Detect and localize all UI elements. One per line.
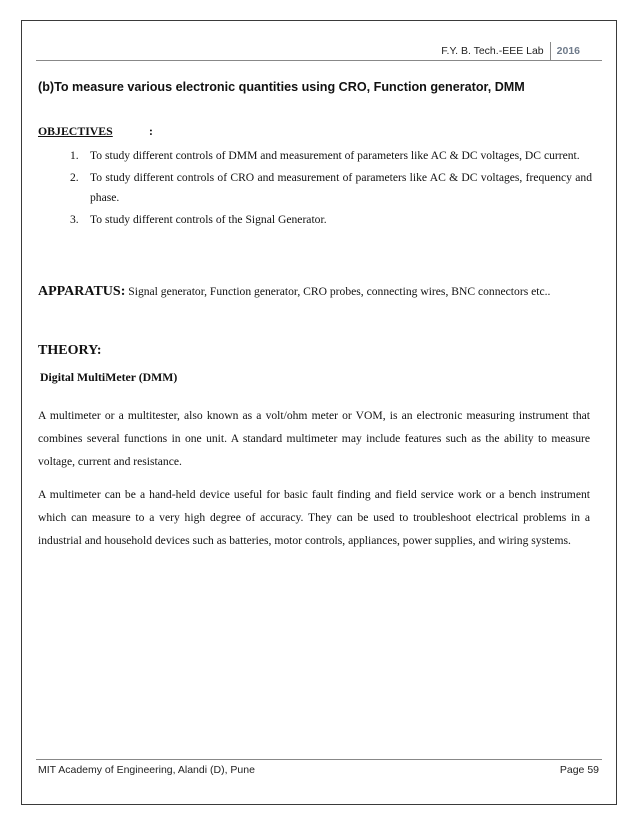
objective-number: 2.: [70, 171, 79, 184]
section-title: (b)To measure various electronic quantities using CRO, Function generator, DMM: [38, 80, 525, 94]
objective-number: 1.: [70, 149, 79, 162]
footer-institution: MIT Academy of Engineering, Alandi (D), Pune: [38, 764, 255, 776]
apparatus-text: Signal generator, Function generator, CRO probes, connecting wires, BNC connectors etc..: [125, 285, 551, 298]
objective-item: [70, 210, 592, 230]
objectives-heading: OBJECTIVES: [38, 124, 113, 138]
dmm-subheading: Digital MultiMeter (DMM): [40, 370, 178, 384]
objectives-colon: :: [149, 124, 153, 138]
apparatus-heading: APPARATUS:: [38, 284, 126, 299]
objective-item: [70, 146, 592, 166]
objectives-list: [70, 146, 592, 232]
theory-paragraph-2: A multimeter can be a hand-held device useful for basic fault finding and field service work or a bench instrument which can measure to a very high degree of accuracy. They can be used to troubleshoot electrical problems in a industrial and household devices such as batteries, motor controls, appliances, power supplies, and wiring systems.: [38, 488, 590, 547]
header-year: 2016: [556, 45, 580, 57]
footer-rule: [36, 759, 602, 760]
theory-heading: THEORY:: [38, 343, 102, 358]
apparatus-section: [38, 282, 558, 302]
header-rule: [36, 60, 602, 61]
objective-number: 3.: [70, 213, 79, 226]
objective-text: To study different controls of CRO and measurement of parameters like AC & DC voltages, frequency and phase.: [90, 171, 592, 204]
objective-item: [70, 168, 592, 208]
objective-text: To study different controls of the Signal Generator.: [90, 213, 327, 226]
header-course: F.Y. B. Tech.-EEE Lab: [441, 45, 544, 57]
footer-page-number: Page 59: [559, 764, 599, 776]
theory-paragraph-1: A multimeter or a multitester, also known as a volt/ohm meter or VOM, is an electronic measuring instrument that combines several functions in one unit. A standard multimeter may include features such as the ability to measure voltage, current and resistance.: [38, 409, 590, 468]
objective-text: To study different controls of DMM and measurement of parameters like AC & DC voltages, DC current.: [90, 149, 580, 162]
page-header: [441, 41, 580, 61]
